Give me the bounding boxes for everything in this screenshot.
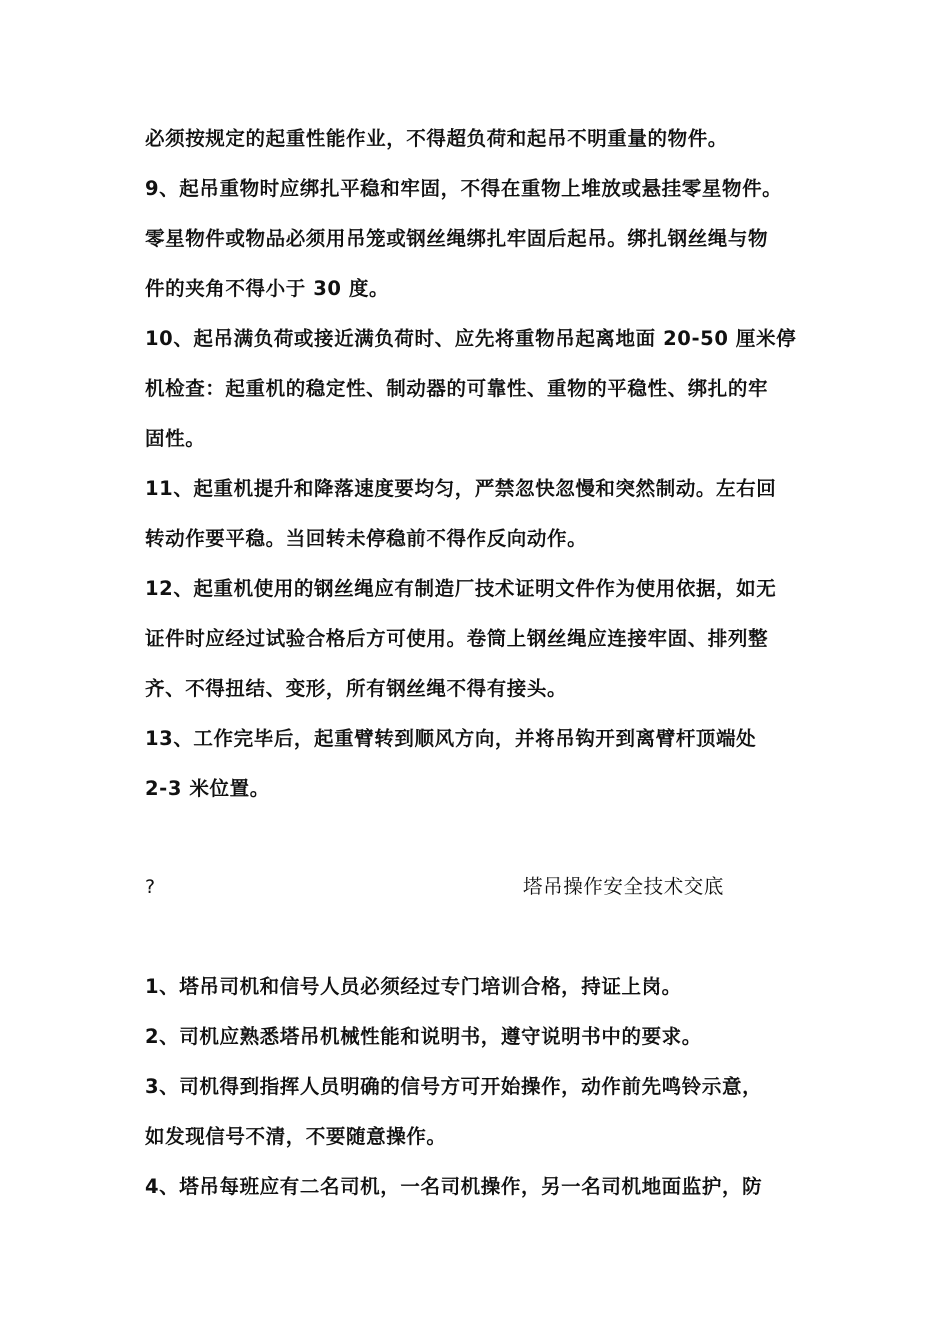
text-line: 必须按规定的起重性能作业，不得超负荷和起吊不明重量的物件。 xyxy=(145,127,728,150)
paragraph-11 xyxy=(145,464,815,564)
text-line: 证件时应经过试验合格后方可使用。卷筒上钢丝绳应连接牢固、排列整 xyxy=(145,627,769,650)
text-line: 零星物件或物品必须用吊笼或钢丝绳绑扎牢固后起吊。绑扎钢丝绳与物 xyxy=(145,227,769,250)
section-title: 塔吊操作安全技术交底 xyxy=(523,875,725,898)
text-line: 9、起吊重物时应绑扎平稳和牢固，不得在重物上堆放或悬挂零星物件。 xyxy=(145,177,783,200)
text-line: 齐、不得扭结、变形，所有钢丝绳不得有接头。 xyxy=(145,677,568,700)
text-line: 如发现信号不清，不要随意操作。 xyxy=(145,1125,447,1148)
text-line: 2-3 米位置。 xyxy=(145,777,270,800)
text-line: 12、起重机使用的钢丝绳应有制造厂技术证明文件作为使用依据，如无 xyxy=(145,577,777,600)
text-line: 11、起重机提升和降落速度要均匀，严禁忽快忽慢和突然制动。左右回 xyxy=(145,477,777,500)
paragraph-4 xyxy=(145,1162,815,1212)
text-line: 13、工作完毕后，起重臂转到顺风方向，并将吊钩开到离臂杆顶端处 xyxy=(145,727,757,750)
text-line: 3、司机得到指挥人员明确的信号方可开始操作，动作前先鸣铃示意， xyxy=(145,1075,763,1098)
text-line: 件的夹角不得小于 30 度。 xyxy=(145,277,390,300)
text-line: 2、司机应熟悉塔吊机械性能和说明书，遵守说明书中的要求。 xyxy=(145,1025,702,1048)
text-line: 10、起吊满负荷或接近满负荷时、应先将重物吊起离地面 20-50 厘米停 xyxy=(145,327,797,350)
text-line: 转动作要平稳。当回转未停稳前不得作反向动作。 xyxy=(145,527,588,550)
paragraph-12 xyxy=(145,564,815,714)
paragraph-1 xyxy=(145,962,815,1012)
heading-marker: ? xyxy=(145,876,156,898)
paragraph-13 xyxy=(145,714,815,814)
paragraph-2 xyxy=(145,1012,815,1062)
paragraph-10 xyxy=(145,314,815,464)
text-line: 固性。 xyxy=(145,427,206,450)
paragraph-3 xyxy=(145,1062,815,1162)
text-line: 4、塔吊每班应有二名司机，一名司机操作，另一名司机地面监护，防 xyxy=(145,1175,763,1198)
text-line: 机检查：起重机的稳定性、制动器的可靠性、重物的平稳性、绑扎的牢 xyxy=(145,377,769,400)
text-line: 1、塔吊司机和信号人员必须经过专门培训合格，持证上岗。 xyxy=(145,975,682,998)
paragraph-8-continuation xyxy=(145,114,815,164)
paragraph-9 xyxy=(145,164,815,314)
